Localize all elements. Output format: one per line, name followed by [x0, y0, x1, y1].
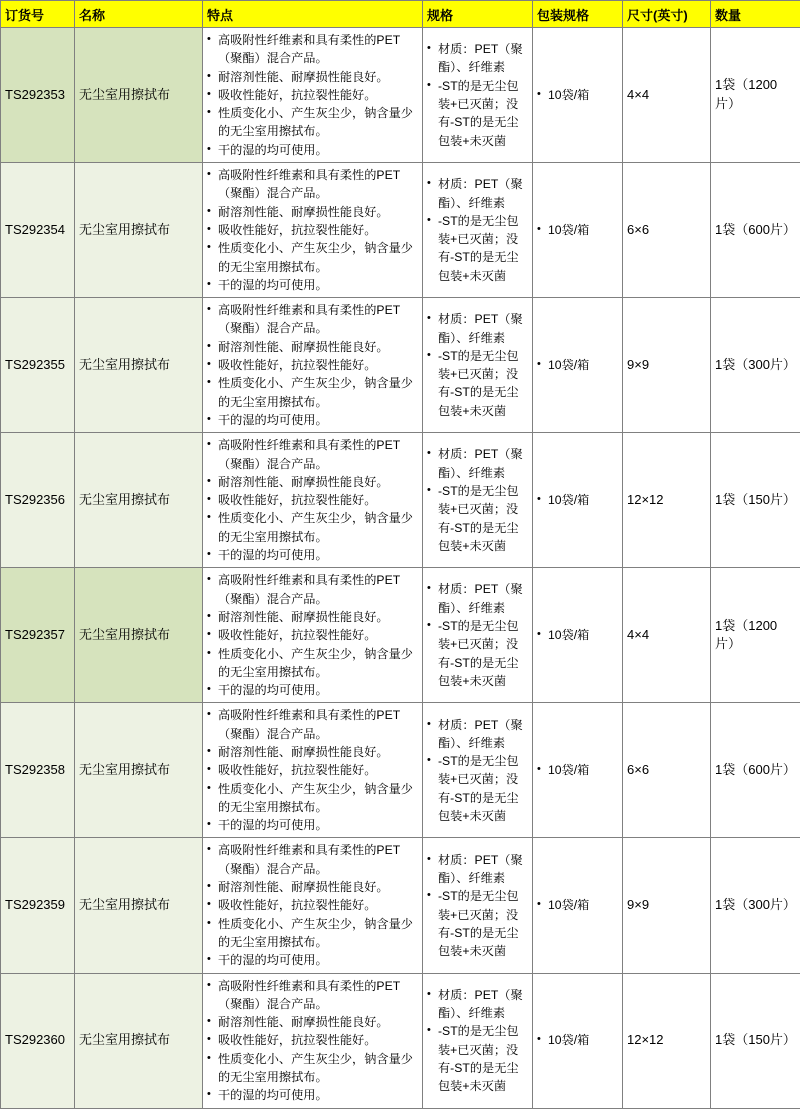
feature-item: • 耐溶剂性能、耐摩损性能良好。 — [207, 1013, 418, 1031]
table-row — [1, 838, 800, 973]
feature-item: • 高吸附性纤维素和具有柔性的PET（聚酯）混合产品。 — [207, 706, 418, 743]
spec-item: • 材质：PET（聚酯）、纤维素 — [427, 580, 528, 617]
cell-quantity: 1袋（600片） — [711, 163, 800, 298]
feature-item: • 性质变化小、产生灰尘少，钠含量少的无尘室用擦拭布。 — [207, 374, 418, 411]
feature-item: • 干的湿的均可使用。 — [207, 681, 418, 699]
cell-features — [203, 163, 423, 298]
column-header-name: 名称 — [75, 1, 203, 28]
cell-features — [203, 298, 423, 433]
feature-item: • 吸收性能好，抗拉裂性能好。 — [207, 1031, 418, 1049]
feature-item: • 吸收性能好，抗拉裂性能好。 — [207, 626, 418, 644]
cell-features — [203, 568, 423, 703]
feature-item: • 高吸附性纤维素和具有柔性的PET（聚酯）混合产品。 — [207, 841, 418, 878]
feature-item: • 高吸附性纤维素和具有柔性的PET（聚酯）混合产品。 — [207, 301, 418, 338]
feature-item: • 干的湿的均可使用。 — [207, 276, 418, 294]
packaging-item: • 10袋/箱 — [537, 626, 618, 644]
spec-item: • -ST的是无尘包装+已灭菌；没有-ST的是无尘包装+未灭菌 — [427, 1022, 528, 1095]
feature-item: • 高吸附性纤维素和具有柔性的PET（聚酯）混合产品。 — [207, 31, 418, 68]
cell-features — [203, 838, 423, 973]
cell-quantity: 1袋（150片） — [711, 973, 800, 1108]
spec-item: • 材质：PET（聚酯）、纤维素 — [427, 851, 528, 888]
cell-spec — [423, 703, 533, 838]
feature-item: • 耐溶剂性能、耐摩损性能良好。 — [207, 743, 418, 761]
column-header-spec: 规格 — [423, 1, 533, 28]
column-header-features: 特点 — [203, 1, 423, 28]
column-header-quantity: 数量 — [711, 1, 800, 28]
cell-sku: TS292360 — [1, 973, 75, 1108]
cell-spec — [423, 298, 533, 433]
cell-features — [203, 433, 423, 568]
feature-item: • 高吸附性纤维素和具有柔性的PET（聚酯）混合产品。 — [207, 166, 418, 203]
cell-quantity: 1袋（600片） — [711, 703, 800, 838]
table-row — [1, 298, 800, 433]
cell-packaging — [533, 433, 623, 568]
cell-sku: TS292357 — [1, 568, 75, 703]
feature-item: • 性质变化小、产生灰尘少，钠含量少的无尘室用擦拭布。 — [207, 645, 418, 682]
feature-item: • 吸收性能好，抗拉裂性能好。 — [207, 221, 418, 239]
cell-sku: TS292353 — [1, 28, 75, 163]
cell-name: 无尘室用擦拭布 — [75, 28, 203, 163]
table-row — [1, 28, 800, 163]
feature-item: • 性质变化小、产生灰尘少，钠含量少的无尘室用擦拭布。 — [207, 104, 418, 141]
cell-name: 无尘室用擦拭布 — [75, 838, 203, 973]
spec-item: • -ST的是无尘包装+已灭菌；没有-ST的是无尘包装+未灭菌 — [427, 617, 528, 690]
spec-item: • 材质：PET（聚酯）、纤维素 — [427, 445, 528, 482]
spec-item: • -ST的是无尘包装+已灭菌；没有-ST的是无尘包装+未灭菌 — [427, 77, 528, 150]
cell-spec — [423, 28, 533, 163]
spec-item: • 材质：PET（聚酯）、纤维素 — [427, 716, 528, 753]
feature-item: • 耐溶剂性能、耐摩损性能良好。 — [207, 68, 418, 86]
feature-item: • 吸收性能好，抗拉裂性能好。 — [207, 896, 418, 914]
cell-sku: TS292359 — [1, 838, 75, 973]
feature-item: • 高吸附性纤维素和具有柔性的PET（聚酯）混合产品。 — [207, 977, 418, 1014]
column-header-packaging: 包装规格 — [533, 1, 623, 28]
cell-quantity: 1袋（300片） — [711, 298, 800, 433]
cell-size: 6×6 — [623, 703, 711, 838]
cell-size: 9×9 — [623, 838, 711, 973]
cell-packaging — [533, 703, 623, 838]
feature-item: • 干的湿的均可使用。 — [207, 141, 418, 159]
cell-quantity: 1袋（1200片） — [711, 28, 800, 163]
feature-item: • 吸收性能好，抗拉裂性能好。 — [207, 491, 418, 509]
cell-size: 9×9 — [623, 298, 711, 433]
cell-packaging — [533, 28, 623, 163]
cell-features — [203, 973, 423, 1108]
cell-name: 无尘室用擦拭布 — [75, 433, 203, 568]
table-row — [1, 703, 800, 838]
cell-name: 无尘室用擦拭布 — [75, 568, 203, 703]
table-row — [1, 568, 800, 703]
cell-quantity: 1袋（150片） — [711, 433, 800, 568]
feature-item: • 耐溶剂性能、耐摩损性能良好。 — [207, 473, 418, 491]
cell-size: 12×12 — [623, 433, 711, 568]
cell-sku: TS292355 — [1, 298, 75, 433]
table-header-row — [1, 1, 800, 28]
cell-packaging — [533, 568, 623, 703]
spec-item: • 材质：PET（聚酯）、纤维素 — [427, 175, 528, 212]
table-row — [1, 973, 800, 1108]
feature-item: • 高吸附性纤维素和具有柔性的PET（聚酯）混合产品。 — [207, 571, 418, 608]
spec-item: • 材质：PET（聚酯）、纤维素 — [427, 40, 528, 77]
feature-item: • 吸收性能好，抗拉裂性能好。 — [207, 86, 418, 104]
feature-item: • 耐溶剂性能、耐摩损性能良好。 — [207, 338, 418, 356]
cell-size: 12×12 — [623, 973, 711, 1108]
cell-sku: TS292356 — [1, 433, 75, 568]
packaging-item: • 10袋/箱 — [537, 491, 618, 509]
cell-quantity: 1袋（300片） — [711, 838, 800, 973]
packaging-item: • 10袋/箱 — [537, 896, 618, 914]
cell-features — [203, 703, 423, 838]
cell-spec — [423, 568, 533, 703]
spec-item: • -ST的是无尘包装+已灭菌；没有-ST的是无尘包装+未灭菌 — [427, 887, 528, 960]
feature-item: • 耐溶剂性能、耐摩损性能良好。 — [207, 608, 418, 626]
feature-item: • 性质变化小、产生灰尘少，钠含量少的无尘室用擦拭布。 — [207, 780, 418, 817]
feature-item: • 性质变化小、产生灰尘少，钠含量少的无尘室用擦拭布。 — [207, 239, 418, 276]
spec-item: • -ST的是无尘包装+已灭菌；没有-ST的是无尘包装+未灭菌 — [427, 347, 528, 420]
packaging-item: • 10袋/箱 — [537, 86, 618, 104]
column-header-size: 尺寸(英寸) — [623, 1, 711, 28]
feature-item: • 吸收性能好，抗拉裂性能好。 — [207, 356, 418, 374]
feature-item: • 耐溶剂性能、耐摩损性能良好。 — [207, 203, 418, 221]
cell-size: 4×4 — [623, 28, 711, 163]
cell-packaging — [533, 163, 623, 298]
table-header — [1, 1, 800, 28]
spec-item: • -ST的是无尘包装+已灭菌；没有-ST的是无尘包装+未灭菌 — [427, 212, 528, 285]
cell-packaging — [533, 973, 623, 1108]
feature-item: • 干的湿的均可使用。 — [207, 1086, 418, 1104]
cell-spec — [423, 838, 533, 973]
cell-sku: TS292358 — [1, 703, 75, 838]
packaging-item: • 10袋/箱 — [537, 221, 618, 239]
packaging-item: • 10袋/箱 — [537, 356, 618, 374]
spec-item: • -ST的是无尘包装+已灭菌；没有-ST的是无尘包装+未灭菌 — [427, 752, 528, 825]
feature-item: • 吸收性能好，抗拉裂性能好。 — [207, 761, 418, 779]
cell-size: 6×6 — [623, 163, 711, 298]
cell-packaging — [533, 838, 623, 973]
cell-features — [203, 28, 423, 163]
cell-quantity: 1袋（1200片） — [711, 568, 800, 703]
feature-item: • 性质变化小、产生灰尘少，钠含量少的无尘室用擦拭布。 — [207, 1050, 418, 1087]
feature-item: • 干的湿的均可使用。 — [207, 951, 418, 969]
feature-item: • 高吸附性纤维素和具有柔性的PET（聚酯）混合产品。 — [207, 436, 418, 473]
table-row — [1, 433, 800, 568]
cell-name: 无尘室用擦拭布 — [75, 973, 203, 1108]
table-row — [1, 163, 800, 298]
cell-spec — [423, 433, 533, 568]
cell-name: 无尘室用擦拭布 — [75, 298, 203, 433]
cell-spec — [423, 163, 533, 298]
feature-item: • 性质变化小、产生灰尘少，钠含量少的无尘室用擦拭布。 — [207, 915, 418, 952]
cell-spec — [423, 973, 533, 1108]
cell-packaging — [533, 298, 623, 433]
packaging-item: • 10袋/箱 — [537, 1031, 618, 1049]
feature-item: • 性质变化小、产生灰尘少，钠含量少的无尘室用擦拭布。 — [207, 509, 418, 546]
feature-item: • 干的湿的均可使用。 — [207, 411, 418, 429]
cell-name: 无尘室用擦拭布 — [75, 163, 203, 298]
packaging-item: • 10袋/箱 — [537, 761, 618, 779]
feature-item: • 干的湿的均可使用。 — [207, 546, 418, 564]
cell-name: 无尘室用擦拭布 — [75, 703, 203, 838]
column-header-sku: 订货号 — [1, 1, 75, 28]
table-body — [1, 28, 800, 1109]
spec-item: • 材质：PET（聚酯）、纤维素 — [427, 986, 528, 1023]
feature-item: • 干的湿的均可使用。 — [207, 816, 418, 834]
cell-size: 4×4 — [623, 568, 711, 703]
feature-item: • 耐溶剂性能、耐摩损性能良好。 — [207, 878, 418, 896]
spec-item: • -ST的是无尘包装+已灭菌；没有-ST的是无尘包装+未灭菌 — [427, 482, 528, 555]
cell-sku: TS292354 — [1, 163, 75, 298]
spec-item: • 材质：PET（聚酯）、纤维素 — [427, 310, 528, 347]
